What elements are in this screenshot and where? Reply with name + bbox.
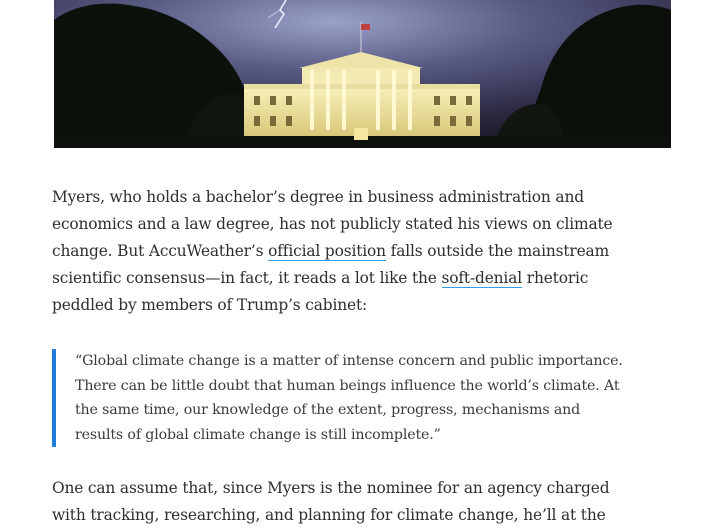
paragraph-line: economics and a law degree, has not publicly stated his views on climate xyxy=(52,215,613,233)
hero-image xyxy=(54,0,671,148)
paragraph-followup xyxy=(52,475,612,529)
paragraph-line: One can assume that, since Myers is the nominee for an agency charged xyxy=(52,479,610,498)
quote-line: results of global climate change is still incomplete.” xyxy=(75,426,441,443)
paragraph-line xyxy=(52,238,612,265)
paragraph-line: peddled by members of Trump’s cabinet: xyxy=(52,296,368,314)
text-segment: change. But AccuWeather’s xyxy=(52,242,269,260)
paragraph-intro xyxy=(52,184,612,319)
official-position-link[interactable]: official position xyxy=(268,242,386,260)
article-body xyxy=(52,184,623,529)
paragraph-line: Myers, who holds a bachelor’s degree in business administration and xyxy=(52,188,584,206)
text-segment: falls outside the mainstream xyxy=(385,242,610,260)
paragraph-line xyxy=(52,265,612,292)
quote-line: the same time, our knowledge of the extent, progress, mechanisms and xyxy=(75,402,581,419)
quote-line: There can be little doubt that human beings influence the world’s climate. At xyxy=(75,377,620,394)
soft-denial-link[interactable]: soft-denial xyxy=(441,269,522,287)
text-segment: scientific consensus—in fact, it reads a lot like the xyxy=(52,269,442,287)
text-segment: rhetoric xyxy=(522,269,589,287)
blockquote xyxy=(52,349,623,447)
paragraph-line: with tracking, researching, and planning for climate change, he’ll at the xyxy=(52,506,606,525)
quote-line: “Global climate change is a matter of intense concern and public importance. xyxy=(75,353,623,369)
white-house-lightning-photo-icon xyxy=(54,0,671,148)
